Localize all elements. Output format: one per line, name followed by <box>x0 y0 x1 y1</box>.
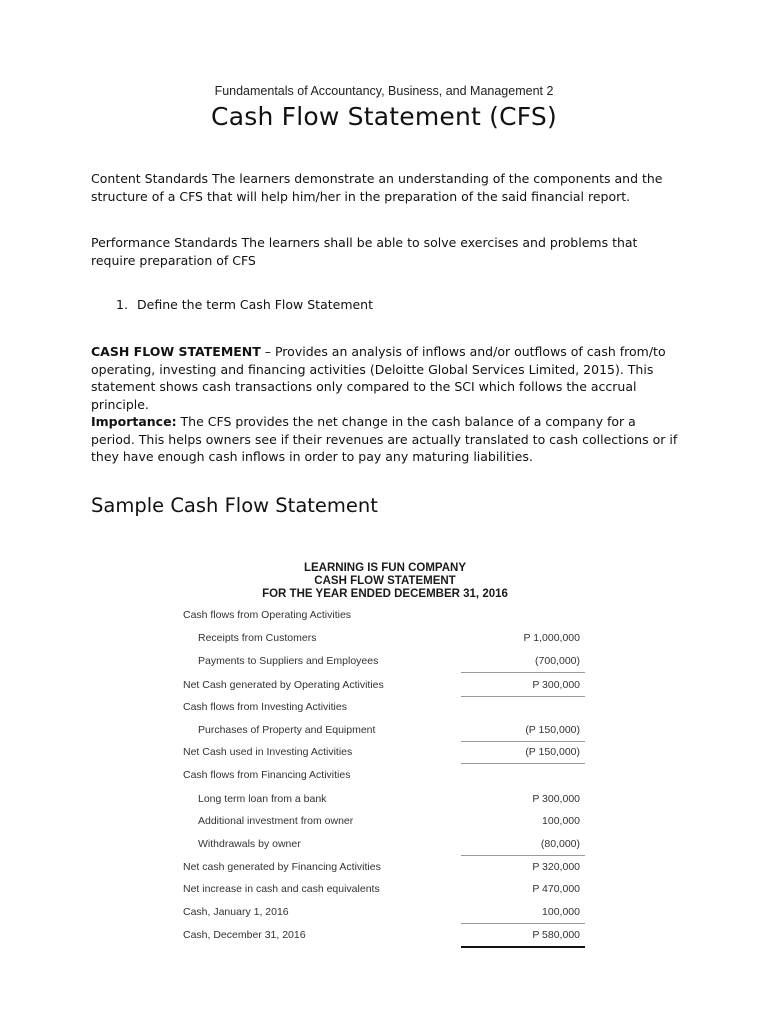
statement-name: CASH FLOW STATEMENT <box>314 575 456 587</box>
row-label: Additional investment from owner <box>198 815 354 827</box>
subtotal-rule <box>461 741 585 742</box>
statement-row <box>183 815 583 837</box>
row-amount: 100,000 <box>542 906 580 918</box>
row-amount: (700,000) <box>535 655 580 667</box>
page-title: Cash Flow Statement (CFS) <box>211 102 557 131</box>
sample-heading: Sample Cash Flow Statement <box>91 494 378 517</box>
subtotal-rule <box>461 696 585 697</box>
subtotal-rule <box>461 855 585 856</box>
statement-row <box>183 609 583 631</box>
statement-row <box>183 701 583 723</box>
objective-item <box>116 297 373 312</box>
statement-row <box>183 655 583 677</box>
statement-row <box>183 769 583 791</box>
statement-row <box>183 906 583 928</box>
row-label: Cash, January 1, 2016 <box>183 906 289 918</box>
row-amount: (80,000) <box>540 838 580 850</box>
content-standards: Content Standards The learners demonstrate an understanding of the components and the structure of a CFS that will help him/her in the preparation of the said financial report. <box>91 171 663 204</box>
total-rule <box>461 946 585 948</box>
row-label: Receipts from Customers <box>198 632 317 644</box>
statement-row <box>183 746 583 768</box>
objective-number: 1. <box>116 297 128 312</box>
row-amount: P 580,000 <box>532 929 580 941</box>
statement-row <box>183 883 583 905</box>
statement-row <box>183 861 583 883</box>
statement-row <box>183 838 583 860</box>
statement-company: LEARNING IS FUN COMPANY <box>303 562 467 574</box>
row-label: Long term loan from a bank <box>198 793 327 805</box>
subtotal-rule <box>461 763 585 764</box>
importance-text: The CFS provides the net change in the cash balance of a company for a period. This helps owners see if their revenues are actually translated to cash collections or if they have enough cash inflows in order to pay any maturing liabilities. <box>91 414 678 464</box>
definition-term: CASH FLOW STATEMENT <box>91 344 261 359</box>
row-label: Cash flows from Operating Activities <box>183 609 352 621</box>
statement-row <box>183 724 583 746</box>
row-amount: (P 150,000) <box>525 724 580 736</box>
row-amount: P 320,000 <box>532 861 580 873</box>
row-label: Net cash generated by Financing Activities <box>183 861 381 873</box>
row-label: Net Cash generated by Operating Activities <box>183 679 384 691</box>
row-label: Withdrawals by owner <box>198 838 301 850</box>
performance-standards: Performance Standards The learners shall be able to solve exercises and problems that require preparation of CFS <box>91 235 638 268</box>
statement-row <box>183 679 583 701</box>
importance-term: Importance: <box>91 414 177 429</box>
statement-row <box>183 632 583 654</box>
subtotal-rule <box>461 923 585 924</box>
row-label: Cash, December 31, 2016 <box>183 929 306 941</box>
subject-line: Fundamentals of Accountancy, Business, and Management 2 <box>214 84 554 98</box>
row-label: Cash flows from Investing Activities <box>183 701 347 713</box>
subtotal-rule <box>461 672 585 673</box>
definition-paragraph <box>91 343 681 466</box>
row-label: Net increase in cash and cash equivalents <box>183 883 380 895</box>
row-amount: P 470,000 <box>532 883 580 895</box>
objective-text: Define the term Cash Flow Statement <box>137 297 374 312</box>
definition-text: – Provides an analysis of inflows and/or outflows of cash from/to operating, investing and financing activities (Deloitte Global Services Limited, 2015). This statement shows cash transactions only compared to the SCI which follows the accrual principle. <box>91 344 666 412</box>
row-label: Purchases of Property and Equipment <box>198 724 376 736</box>
row-amount: 100,000 <box>542 815 580 827</box>
statement-row <box>183 793 583 815</box>
row-amount: P 1,000,000 <box>523 632 580 644</box>
row-amount: P 300,000 <box>532 679 580 691</box>
row-amount: (P 150,000) <box>525 746 580 758</box>
row-label: Net Cash used in Investing Activities <box>183 746 353 758</box>
statement-period: FOR THE YEAR ENDED DECEMBER 31, 2016 <box>262 588 508 600</box>
row-amount: P 300,000 <box>532 793 580 805</box>
row-label: Payments to Suppliers and Employees <box>198 655 379 667</box>
row-label: Cash flows from Financing Activities <box>183 769 351 781</box>
